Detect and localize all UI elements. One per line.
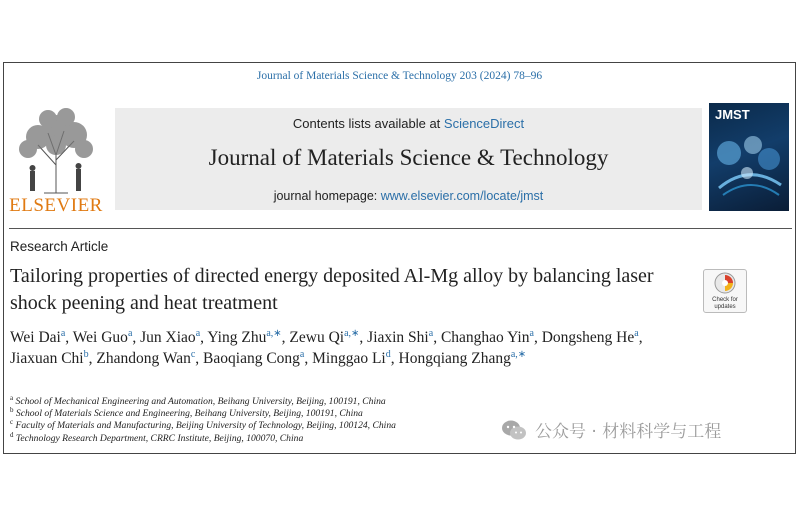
journal-masthead [115,108,702,210]
author-name[interactable]: Zhandong Wan [96,349,191,367]
cover-title: JMST [715,107,750,122]
author-name[interactable]: Hongqiang Zhang [398,349,511,367]
affiliation-text: Technology Research Department, CRRC Institute, Beijing, 100070, China [15,432,304,444]
elsevier-logo[interactable] [8,105,104,217]
author-affiliation-mark: a [529,327,534,339]
author[interactable] [399,350,527,367]
author[interactable]: Dongsheng He$^a$, [541,327,643,346]
author-name[interactable]: Wei Guo [72,329,128,346]
wechat-icon [501,419,527,441]
tree-icon [8,105,104,195]
author[interactable]: Ying Zhu$^{a,∗}$, [207,327,290,346]
article-title: Tailoring properties of directed energy deposited Al-Mg alloy by balancing laser shock peening and heat treatment [10,265,654,314]
affiliation-list [10,393,570,445]
author-name[interactable]: Changhao Yin [440,329,530,346]
article-header-frame [3,62,796,454]
author-affiliation-mark: a [634,327,639,339]
author-name[interactable]: Dongsheng He [541,329,635,346]
journal-title: Journal of Materials Science & Technology [208,145,609,170]
watermark-text: 公众号 · 材料科学与工程 [535,422,722,442]
author-name[interactable]: Wei Dai [10,329,61,346]
author-affiliation-mark: a [428,327,434,339]
author-name[interactable]: Baoqiang Cong [203,349,300,367]
affiliation-mark: a [10,393,14,402]
affiliation-mark: b [10,406,14,415]
contents-prefix: Contents lists available at [292,116,444,131]
check-for-updates-badge[interactable] [703,269,747,313]
author-name[interactable]: Jun Xiao [140,329,196,346]
author-name[interactable]: Minggao Li [312,349,386,367]
author[interactable]: Jiaxin Shi$^a$, [367,327,441,346]
header-divider [9,228,792,229]
affiliation-item [10,420,570,432]
affiliation-text: School of Mechanical Engineering and Automation, Beihang University, Beijing, 100191, China [15,396,386,407]
author-affiliation-mark: a,∗ [510,348,527,360]
affiliation-mark: c [10,418,14,427]
author[interactable]: Wei Dai$^a$, [10,327,73,346]
author-affiliation-mark: d [385,348,391,360]
update-label: Check for updates [712,297,738,310]
publisher-name: ELSEVIER [9,195,103,216]
homepage-link[interactable]: www.elsevier.com/locate/jmst [380,189,544,203]
article-type: Research Article [10,239,109,254]
sciencedirect-link[interactable]: ScienceDirect [443,116,525,131]
homepage-line [115,189,702,203]
contents-line [115,116,702,131]
author-affiliation-mark: a [60,327,66,339]
author-affiliation-mark: a,∗ [266,327,282,339]
author[interactable]: Baoqiang Cong$^a$, [203,348,313,367]
author-affiliation-mark: a [195,327,201,339]
author-affiliation-mark: a,∗ [344,327,360,339]
cover-artwork-icon [709,103,789,211]
wechat-watermark [501,417,721,442]
affiliation-text: School of Materials Science and Engineering, Beihang University, Beijing, 100191, China [15,408,363,420]
affiliation-item [10,430,570,445]
author[interactable]: Jiaxuan Chi$^b$, [10,348,97,367]
author-name[interactable]: Jiaxuan Chi [10,349,84,367]
journal-citation[interactable]: Journal of Materials Science & Technology 203 (2024) 78–96 [256,70,543,82]
author[interactable]: Zhandong Wan$^c$, [96,348,204,367]
author-name[interactable]: Jiaxin Shi [367,329,429,346]
author-affiliation-mark: a [299,348,305,360]
author[interactable]: Wei Guo$^a$, [72,327,141,346]
journal-cover[interactable] [709,103,789,211]
homepage-prefix: journal homepage: [273,189,381,203]
author-affiliation-mark: b [83,348,89,360]
author-name[interactable]: Ying Zhu [207,329,267,346]
author-affiliation-mark: c [190,348,196,360]
author[interactable]: Changhao Yin$^a$, [440,327,542,346]
author[interactable]: Jun Xiao$^a$, [140,327,208,346]
affiliation-mark: d [10,430,14,439]
author-list [10,328,670,369]
author[interactable]: Zewu $Qi^{a,∗}$, [289,327,368,346]
author[interactable]: Minggao Li$^d$, [312,348,399,367]
author-name[interactable]: Zewu Qi [289,329,345,346]
author-affiliation-mark: a [127,327,133,339]
affiliation-text: Faculty of Materials and Manufacturing, Beijing University of Technology, Beijing, 100124, China [15,420,396,432]
affiliation-item [10,393,570,408]
affiliation-item [10,408,570,420]
update-icon [714,272,736,294]
